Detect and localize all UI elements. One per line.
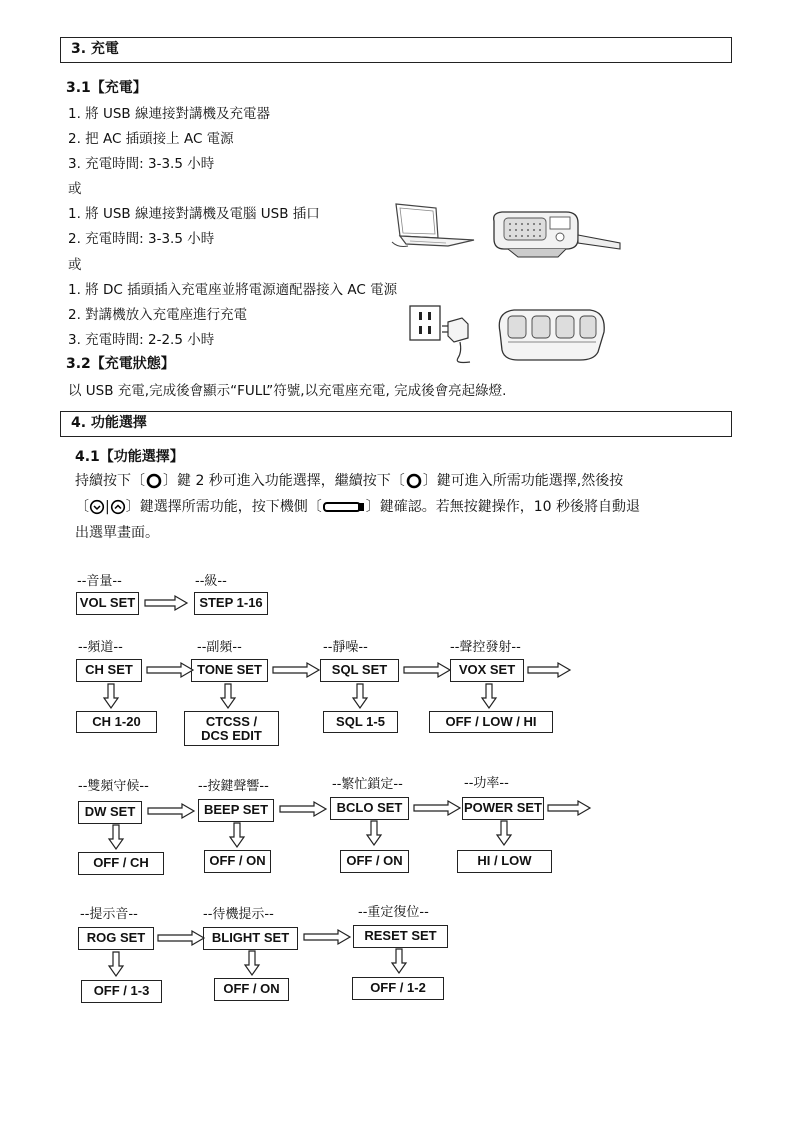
vol-set-box: VOL SET bbox=[76, 592, 139, 615]
vox-value-box: OFF / LOW / HI bbox=[429, 711, 553, 733]
right-arrow-icon bbox=[414, 801, 460, 815]
down-arrow-icon bbox=[221, 684, 235, 708]
right-arrow-icon bbox=[145, 596, 187, 610]
up-arrow-button-icon bbox=[110, 499, 126, 515]
circle-button-icon bbox=[405, 473, 423, 489]
step-line: 1. 將 DC 插頭插入充電座並將電源適配器接入 AC 電源 bbox=[68, 282, 398, 298]
right-arrow-icon bbox=[148, 804, 194, 818]
down-arrow-icon bbox=[109, 825, 123, 849]
section-4-title: 4. 功能選擇 bbox=[60, 411, 732, 437]
subsection-3-2: 3.2【充電狀態】 bbox=[66, 356, 175, 372]
right-arrow-icon bbox=[273, 663, 319, 677]
dw-set-box: DW SET bbox=[78, 801, 142, 824]
right-arrow-icon bbox=[528, 663, 570, 677]
down-arrow-button-icon bbox=[89, 499, 105, 515]
step-line: 1. 將 USB 線連接對講機及充電器 bbox=[68, 106, 270, 122]
charging-base-icon bbox=[494, 302, 608, 364]
or-text: 或 bbox=[68, 181, 82, 197]
wall-outlet-adapter-icon bbox=[408, 300, 484, 366]
right-arrow-icon bbox=[404, 663, 450, 677]
right-arrow-icon bbox=[280, 802, 326, 816]
vox-label: --聲控發射-- bbox=[450, 640, 521, 655]
blight-value-box: OFF / ON bbox=[214, 978, 289, 1001]
circle-button-icon bbox=[145, 473, 163, 489]
down-arrow-icon bbox=[109, 952, 123, 976]
down-arrow-icon bbox=[353, 684, 367, 708]
right-arrow-icon bbox=[304, 930, 350, 944]
step-line: 2. 把 AC 插頭接上 AC 電源 bbox=[68, 131, 234, 147]
rog-set-box: ROG SET bbox=[78, 927, 154, 950]
right-arrow-icon bbox=[147, 663, 193, 677]
sql-value-box: SQL 1-5 bbox=[323, 711, 398, 733]
right-arrow-icon bbox=[158, 931, 204, 945]
bclo-label: --繁忙鎖定-- bbox=[332, 777, 403, 792]
ch-set-box: CH SET bbox=[76, 659, 142, 682]
down-arrow-icon bbox=[104, 684, 118, 708]
side-key-icon bbox=[322, 501, 366, 513]
ch-value-box: CH 1-20 bbox=[76, 711, 157, 733]
step-line: 3. 充電時間: 3-3.5 小時 bbox=[68, 156, 215, 172]
step-line: 2. 充電時間: 3-3.5 小時 bbox=[68, 231, 215, 247]
instruction-line-1: 持續按下〔 〕鍵 2 秒可進入功能選擇，繼續按下〔 〕鍵可進入所需功能選擇,然後按 bbox=[75, 473, 624, 489]
tone-value-box: CTCSS / DCS EDIT bbox=[184, 711, 279, 746]
vol-label: --音量-- bbox=[77, 574, 122, 589]
rog-label: --提示音-- bbox=[80, 907, 138, 922]
ch-label: --頻道-- bbox=[78, 640, 123, 655]
beep-label: --按鍵聲響-- bbox=[198, 779, 269, 794]
down-arrow-icon bbox=[497, 821, 511, 845]
walkie-talkie-icon bbox=[488, 205, 622, 261]
bclo-value-box: OFF / ON bbox=[340, 850, 409, 873]
subsection-4-1: 4.1【功能選擇】 bbox=[75, 449, 184, 465]
tone-label: --副頻-- bbox=[197, 640, 242, 655]
tone-set-box: TONE SET bbox=[191, 659, 268, 682]
down-arrow-icon bbox=[392, 949, 406, 973]
dw-label: --雙頻守候-- bbox=[78, 779, 149, 794]
step-line: 3. 充電時間: 2-2.5 小時 bbox=[68, 332, 215, 348]
sql-label: --靜噪-- bbox=[323, 640, 368, 655]
sql-set-box: SQL SET bbox=[320, 659, 399, 682]
section-3-title: 3. 充電 bbox=[60, 37, 732, 63]
charging-status-text: 以 USB 充電,完成後會顯示“FULL”符號,以充電座充電, 完成後會亮起綠燈. bbox=[68, 383, 507, 399]
power-set-box: POWER SET bbox=[462, 797, 544, 820]
down-arrow-icon bbox=[245, 951, 259, 975]
beep-set-box: BEEP SET bbox=[198, 799, 274, 822]
rog-value-box: OFF / 1-3 bbox=[81, 980, 162, 1003]
reset-value-box: OFF / 1-2 bbox=[352, 977, 444, 1000]
beep-value-box: OFF / ON bbox=[204, 850, 271, 873]
step-line: 2. 對講機放入充電座進行充電 bbox=[68, 307, 248, 323]
step-label: --級-- bbox=[195, 574, 227, 589]
instruction-line-3: 出選單畫面。 bbox=[75, 525, 159, 541]
or-text: 或 bbox=[68, 257, 82, 273]
bclo-set-box: BCLO SET bbox=[330, 797, 409, 820]
step-line: 1. 將 USB 線連接對講機及電腦 USB 插口 bbox=[68, 206, 320, 222]
subsection-3-1: 3.1【充電】 bbox=[66, 80, 147, 96]
power-label: --功率-- bbox=[464, 776, 509, 791]
reset-label: --重定復位-- bbox=[358, 905, 429, 920]
blight-set-box: BLIGHT SET bbox=[203, 927, 298, 950]
down-arrow-icon bbox=[230, 823, 244, 847]
reset-set-box: RESET SET bbox=[353, 925, 448, 948]
instruction-line-2: 〔 | 〕鍵選擇所需功能，按下機側〔 〕鍵確認。若無按鍵操作，10 秒後將自動退 bbox=[75, 499, 640, 515]
down-arrow-icon bbox=[367, 821, 381, 845]
power-value-box: HI / LOW bbox=[457, 850, 552, 873]
blight-label: --待機提示-- bbox=[203, 907, 274, 922]
down-arrow-icon bbox=[482, 684, 496, 708]
right-arrow-icon bbox=[548, 801, 590, 815]
step-value-box: STEP 1-16 bbox=[194, 592, 268, 615]
vox-set-box: VOX SET bbox=[450, 659, 524, 682]
laptop-icon bbox=[388, 200, 478, 252]
dw-value-box: OFF / CH bbox=[78, 852, 164, 875]
